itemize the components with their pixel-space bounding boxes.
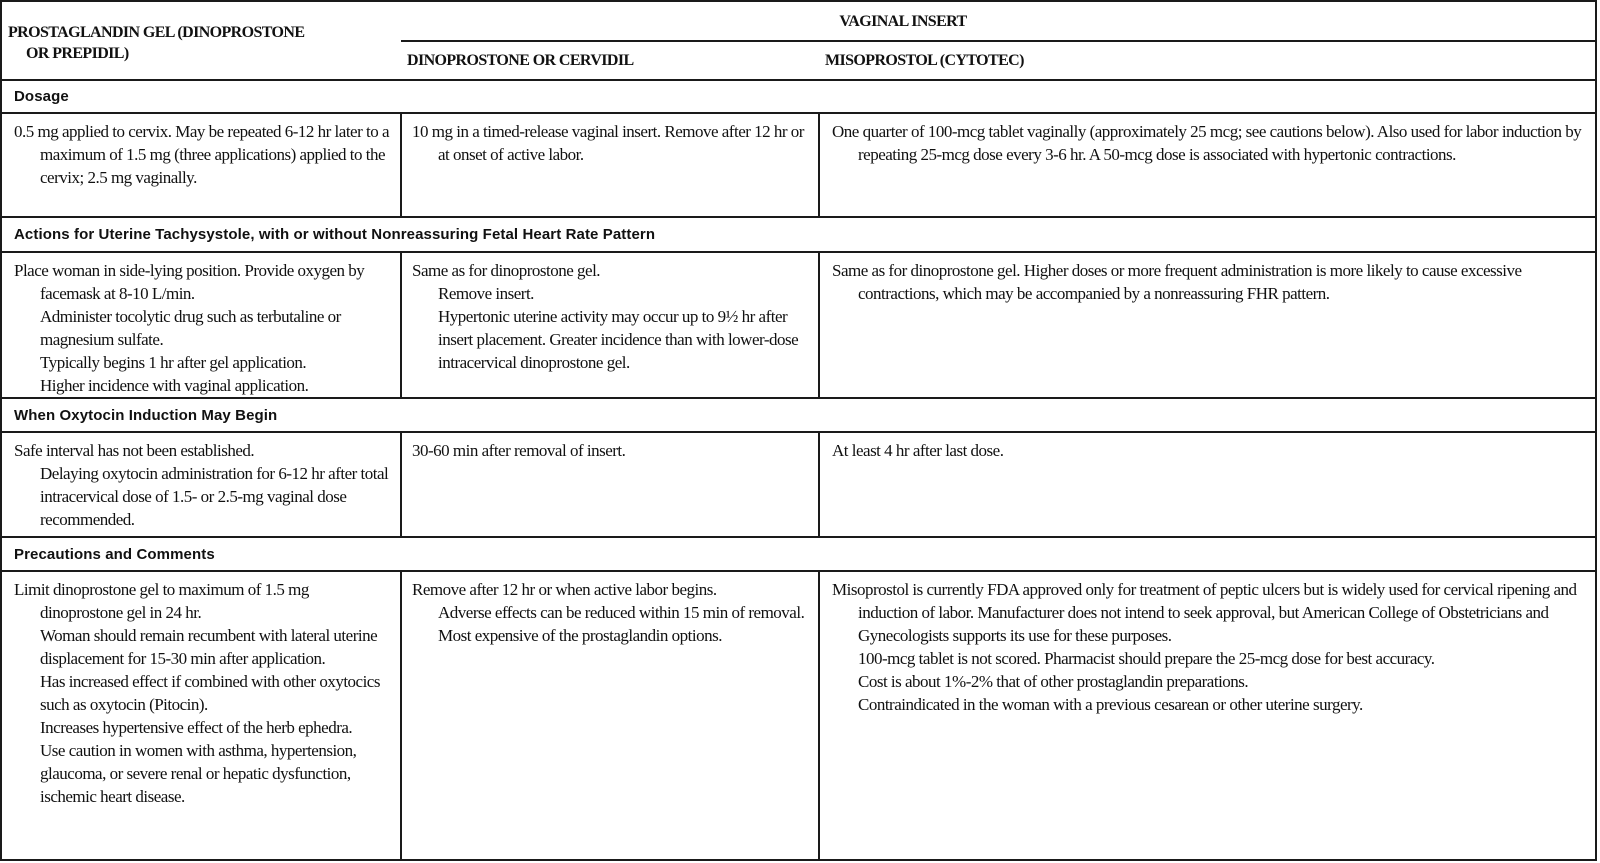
cell-dosage-gel [2, 114, 402, 216]
section-row-actions [2, 253, 1595, 399]
cell-text: 10 mg in a timed-release vaginal insert. Remove after 12 hr or at onset of active labor. [412, 122, 804, 164]
cell-text: Remove insert. [438, 284, 534, 303]
cell-text: Increases hypertensive effect of the herb ephedra. [40, 718, 353, 737]
header-col1-line1: PROSTAGLANDIN GEL (DINOPROSTONE [8, 24, 305, 41]
cell-dosage-cervidil [402, 114, 820, 216]
section-row-dosage [2, 114, 1595, 218]
cell-text: Has increased effect if combined with other oxytocics such as oxytocin (Pitocin). [40, 672, 380, 714]
cell-text: Adverse effects can be reduced within 15 min of removal. [438, 603, 805, 622]
table-header [2, 2, 1595, 81]
header-prostaglandin-gel [8, 22, 388, 64]
section-title-oxytocin-induction: When Oxytocin Induction May Begin [2, 399, 1595, 433]
cell-text: Typically begins 1 hr after gel application. [40, 353, 307, 372]
header-vaginal-insert-group: VAGINAL INSERT [401, 2, 1595, 42]
cell-text: Cost is about 1%-2% that of other prostaglandin preparations. [858, 672, 1249, 691]
cell-actions-gel [2, 253, 402, 397]
cell-precautions-misoprostol [820, 572, 1595, 859]
cell-text: Woman should remain recumbent with lateral uterine displacement for 15-30 min after application. [40, 626, 378, 668]
header-misoprostol-cytotec: MISOPROSTOL (CYTOTEC) [825, 52, 1024, 69]
cell-text: Safe interval has not been established. [14, 441, 255, 460]
cell-text: At least 4 hr after last dose. [832, 441, 1004, 460]
cell-text: Contraindicated in the woman with a previous cesarean or other uterine surgery. [858, 695, 1363, 714]
cell-oxytocin-cervidil [402, 433, 820, 536]
cell-text: One quarter of 100-mcg tablet vaginally (approximately 25 mcg; see cautions below). Also used for labor induction by repeating 25-mcg dose every 3-6 hr. A 50-mcg dose is associated with hypertonic contractions. [832, 122, 1582, 164]
cell-dosage-misoprostol [820, 114, 1595, 216]
section-row-precautions [2, 572, 1595, 859]
cell-text: Administer tocolytic drug such as terbutaline or magnesium sulfate. [40, 307, 341, 349]
header-col1-line2: OR PREPIDIL) [26, 45, 129, 62]
cell-oxytocin-misoprostol [820, 433, 1595, 536]
cell-text: Same as for dinoprostone gel. [412, 261, 601, 280]
cell-text: Most expensive of the prostaglandin options. [438, 626, 722, 645]
section-title-actions: Actions for Uterine Tachysystole, with or without Nonreassuring Fetal Heart Rate Pattern [2, 218, 1595, 253]
cell-text: Hypertonic uterine activity may occur up to 9½ hr after insert placement. Greater incidence than with lower-dose intracervical dinoprostone gel. [438, 307, 799, 372]
cell-text: Same as for dinoprostone gel. Higher doses or more frequent administration is more likely to cause excessive contractions, which may be accompanied by a nonreassuring FHR pattern. [832, 261, 1522, 303]
cell-precautions-cervidil [402, 572, 820, 859]
section-title-precautions: Precautions and Comments [2, 538, 1595, 572]
cell-text: Higher incidence with vaginal application. [40, 376, 309, 395]
cell-text: 0.5 mg applied to cervix. May be repeated 6-12 hr later to a maximum of 1.5 mg (three applications) applied to the cervix; 2.5 mg vaginally. [14, 122, 390, 187]
cell-text: Misoprostol is currently FDA approved only for treatment of peptic ulcers but is widely used for cervical ripening and induction of labor. Manufacturer does not intend to seek approval, but American College of Obstetricians and Gynecologists supports its use for these purposes. [832, 580, 1577, 645]
header-dinoprostone-cervidil: DINOPROSTONE OR CERVIDIL [407, 52, 634, 69]
cell-precautions-gel [2, 572, 402, 859]
cell-text: Place woman in side-lying position. Provide oxygen by facemask at 8-10 L/min. [14, 261, 365, 303]
section-row-oxytocin-induction [2, 433, 1595, 538]
cell-text: 100-mcg tablet is not scored. Pharmacist should prepare the 25-mcg dose for best accuracy. [858, 649, 1435, 668]
cell-actions-misoprostol [820, 253, 1595, 397]
cell-text: 30-60 min after removal of insert. [412, 441, 626, 460]
cell-actions-cervidil [402, 253, 820, 397]
cell-text: Remove after 12 hr or when active labor begins. [412, 580, 717, 599]
cell-text: Use caution in women with asthma, hypertension, glaucoma, or severe renal or hepatic dysfunction, ischemic heart disease. [40, 741, 357, 806]
cell-text: Limit dinoprostone gel to maximum of 1.5 mg dinoprostone gel in 24 hr. [14, 580, 309, 622]
cell-text: Delaying oxytocin administration for 6-12 hr after total intracervical dose of 1.5- or 2.5-mg vaginal dose recommended. [40, 464, 389, 529]
section-title-dosage: Dosage [2, 81, 1595, 114]
cell-oxytocin-gel [2, 433, 402, 536]
